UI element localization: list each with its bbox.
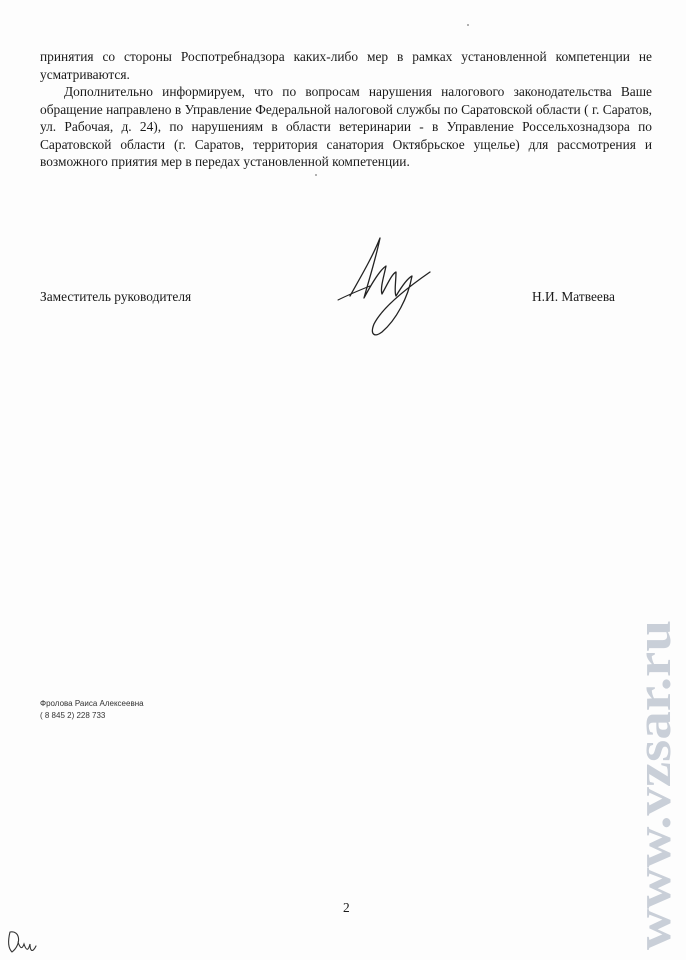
handwritten-initials xyxy=(4,926,44,956)
watermark-logo xyxy=(614,610,686,955)
paragraph-2: Дополнительно информируем, что по вопросам нарушения налогового законодательства Ваше обращение направлено в Управление Федеральной налоговой службы по Саратовской области ( г. Саратов, ул. Рабочая, д. 24), по нарушениям в области ветеринарии - в Управление Россельхознадзора по Саратовской области (г. Саратов, территория санатория Октябрьское ущелье) для рассмотрения и возможного приятия мер в передах установленной компетенции. xyxy=(40,84,652,169)
signatory-name: Н.И. Матвеева xyxy=(532,289,615,304)
paragraph-1: принятия со стороны Роспотребнадзора каких-либо мер в рамках установленной компетенции не усматриваются. xyxy=(40,49,652,82)
page-number: 2 xyxy=(343,900,350,915)
letter-body xyxy=(40,48,652,171)
executor-name: Фролова Раиса Алексеевна xyxy=(40,699,144,708)
scan-speck xyxy=(467,24,469,26)
executor-phone: ( 8 845 2) 228 733 xyxy=(40,711,106,720)
scan-speck xyxy=(315,174,317,176)
signatory-role: Заместитель руководителя xyxy=(40,289,192,304)
handwritten-signature xyxy=(330,228,440,348)
executor-info xyxy=(40,698,144,722)
svg-text:www.vzsar.ru: www.vzsar.ru xyxy=(625,660,681,950)
